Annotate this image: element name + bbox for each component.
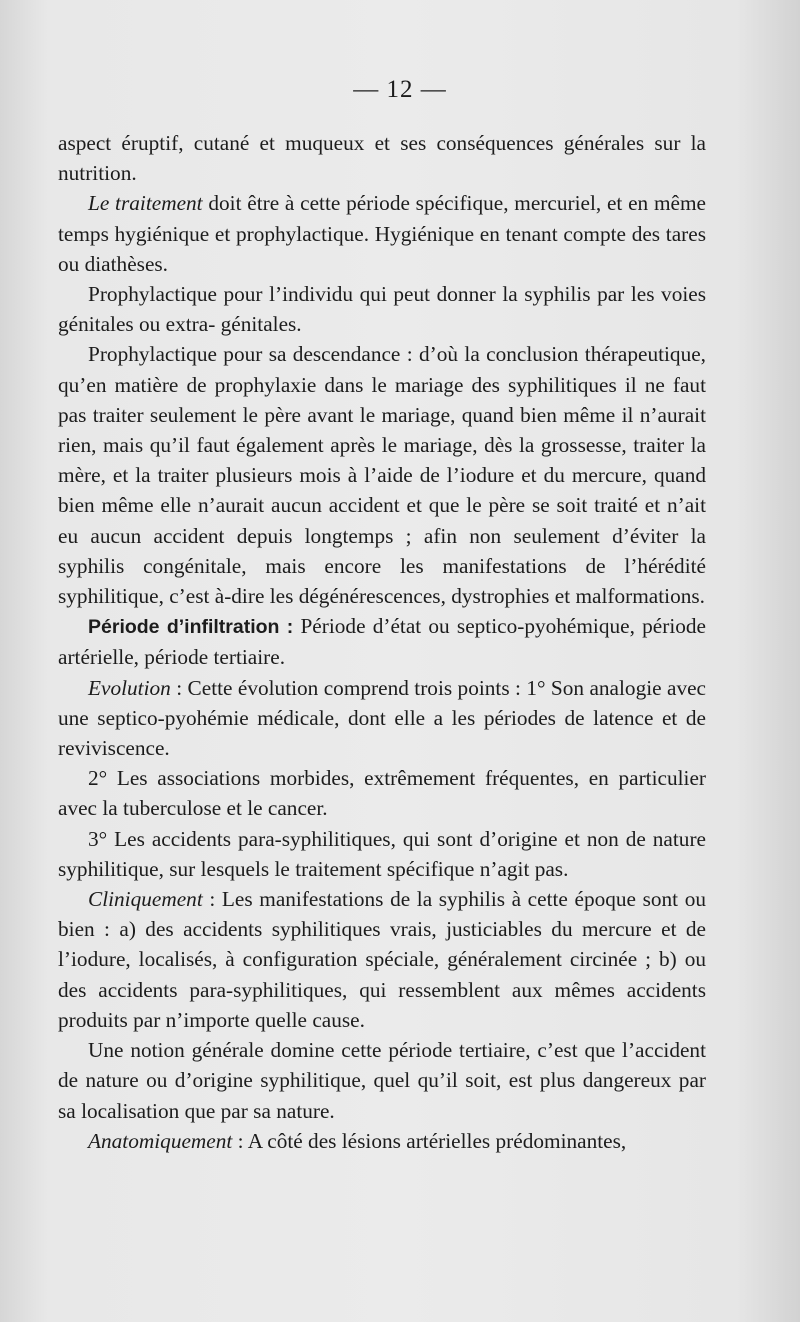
paragraph-text: Prophylactique pour sa descendance : d’où la conclusion thérapeutique, qu’en matière de prophylaxie dans le mariage des syphilitiques il ne faut pas traiter seulement le père avant le mariage, quand bien même il n’aurait rien, mais qu’il faut également après le mariage, dès la grossesse, traiter la mère, et la traiter plusieurs mois à l’aide de l’iodure et du mercure, quand bien même elle n’aurait aucun accident et que le père se soit traité et n’ait eu aucun accident depuis longtemps ; afin non seulement d’éviter la syphilis congénitale, mais encore les manifestations de l’hérédité syphilitique, c’est à-dire les dégénérescences, dystrophies et malformations. xyxy=(58,342,706,609)
paragraph-notion-generale xyxy=(58,1035,706,1126)
paragraph-text: Prophylactique pour l’individu qui peut donner la syphilis par les voies génitales ou extra- génitales. xyxy=(58,282,706,337)
paragraph-text: aspect éruptif, cutané et muqueux et ses conséquences générales sur la nutrition. xyxy=(58,131,706,186)
paragraph-text: Période d’état ou septico-pyohémique, période artérielle, période tertiaire. xyxy=(58,614,706,670)
paragraph-text: 3° Les accidents para-syphilitiques, qui sont d’origine et non de nature syphilitique, sur lesquels le traitement spécifique n’agit pas. xyxy=(58,826,706,881)
body-text xyxy=(58,128,706,1156)
paragraph-evolution xyxy=(58,673,706,764)
paragraph-lead: Cliniquement xyxy=(88,887,203,912)
paragraph-text: : Cette évolution comprend trois points : 1° Son analogie avec une septico-pyohémie médicale, dont elle a les périodes de latence et de reviviscence. xyxy=(58,675,706,761)
paragraph-lead: Le traitement xyxy=(88,191,203,216)
paragraph-lead: Evolution xyxy=(88,675,171,700)
paragraph-para-syphilitiques xyxy=(58,824,706,884)
paragraph-text: doit être à cette période spécifique, mercuriel, et en même temps hygiénique et prophylactique. Hygiénique en tenant compte des tares ou diathèses. xyxy=(58,191,706,276)
paragraph-traitement xyxy=(58,188,706,279)
paragraph-cliniquement xyxy=(58,884,706,1035)
paragraph-prophylactique-individu xyxy=(58,279,706,339)
paragraph-lead: Anatomiquement xyxy=(88,1128,233,1153)
page-number: — 12 — xyxy=(353,76,447,103)
paragraph-text: : Les manifestations de la syphilis à cette époque sont ou bien : a) des accidents syphilitiques vrais, justiciables du mercure et de l’iodure, localisés, à configuration spéciale, généralement circinée ; b) ou des accidents para-syphilitiques, qui ressemblent aux mêmes accidents produits par n’importe quelle cause. xyxy=(58,887,706,1032)
paragraph-text: Une notion générale domine cette période tertiaire, c’est que l’accident de nature ou d’origine syphilitique, quel qu’il soit, est plus dangereux par sa localisation que par sa nature. xyxy=(58,1038,706,1123)
paragraph-text: : A côté des lésions artérielles prédominantes, xyxy=(232,1128,627,1153)
paragraph-periode-infiltration xyxy=(58,611,706,672)
paragraph-associations xyxy=(58,763,706,823)
paragraph-continued xyxy=(58,128,706,188)
paragraph-text: 2° Les associations morbides, extrêmement fréquentes, en particulier avec la tuberculose et le cancer. xyxy=(58,766,706,821)
paragraph-prophylactique-descendance xyxy=(58,339,706,611)
paragraph-lead: Période d’infiltration : xyxy=(88,616,294,639)
paragraph-anatomiquement xyxy=(58,1126,706,1156)
